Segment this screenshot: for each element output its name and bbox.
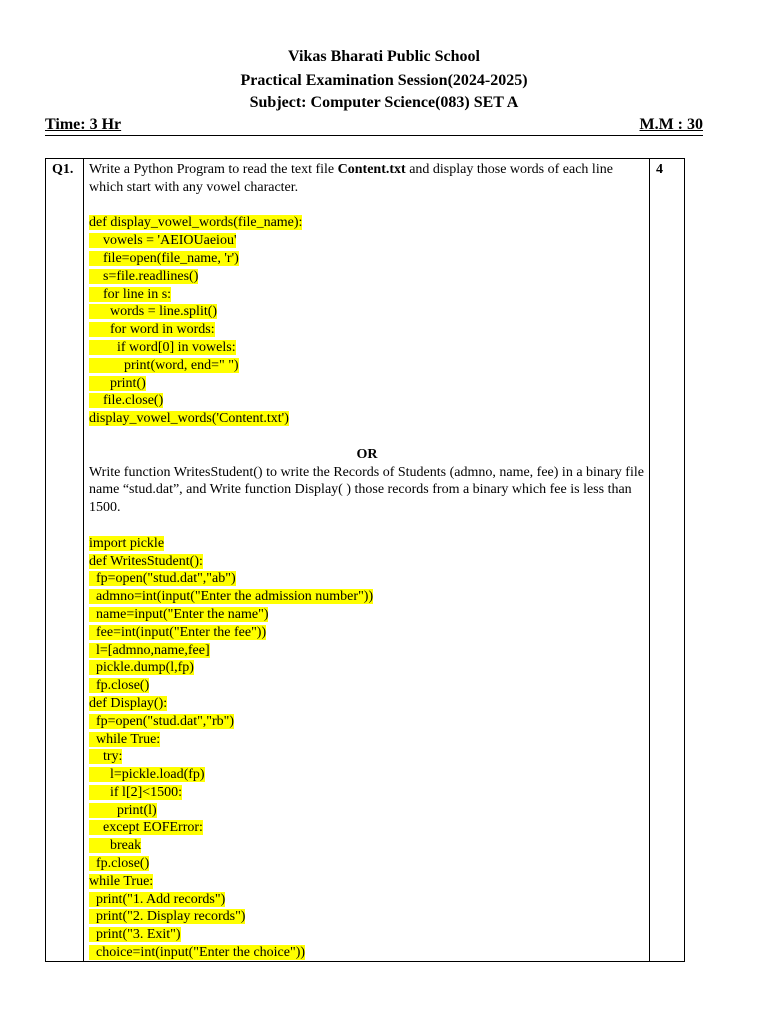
highlighted-code: try: (89, 749, 123, 765)
question-text-a: Write a Python Program to read the text file Content.txt and display those words of each line which start with any vowel character. (89, 162, 613, 195)
exam-subject: Subject: Computer Science(083) SET A (249, 94, 519, 111)
highlighted-code: s=file.readlines() (89, 268, 199, 284)
highlighted-code: file=open(file_name, 'r') (89, 250, 239, 266)
code-line (89, 232, 645, 250)
code-line (89, 713, 645, 731)
code-line (89, 891, 645, 909)
highlighted-code: def Display(): (89, 695, 168, 711)
school-name: Vikas Bharati Public School (288, 48, 480, 65)
highlighted-code: for line in s: (89, 286, 172, 302)
code-line (89, 214, 645, 232)
highlighted-code: import pickle (89, 535, 165, 551)
highlighted-code: choice=int(input("Enter the choice")) (89, 945, 306, 961)
highlighted-code: if l[2]<1500: (89, 784, 183, 800)
highlighted-code: print("3. Exit") (89, 927, 181, 943)
question-marks: 4 (656, 162, 663, 177)
column-divider (83, 159, 84, 961)
highlighted-code: while True: (89, 873, 154, 889)
highlighted-code: l=pickle.load(fp) (89, 767, 205, 783)
code-line (89, 731, 645, 749)
highlighted-code: pickle.dump(l,fp) (89, 660, 194, 676)
code-block-a (89, 214, 645, 428)
code-line (89, 677, 645, 695)
code-line (89, 642, 645, 660)
code-line (89, 695, 645, 713)
highlighted-code: print("1. Add records") (89, 891, 226, 907)
highlighted-code: for word in words: (89, 322, 215, 338)
highlighted-code: print(word, end=" ") (89, 357, 239, 373)
code-line (89, 375, 645, 393)
code-line (89, 926, 645, 944)
code-line (89, 250, 645, 268)
highlighted-code: except EOFError: (89, 820, 203, 836)
highlighted-code: l=[admno,name,fee] (89, 642, 210, 658)
code-block-b (89, 535, 645, 962)
code-line (89, 286, 645, 304)
code-line (89, 606, 645, 624)
highlighted-code: name=input("Enter the name") (89, 606, 269, 622)
highlighted-code: while True: (89, 731, 161, 747)
highlighted-code: def display_vowel_words(file_name): (89, 215, 303, 231)
code-line (89, 357, 645, 375)
time-allowed: Time: 3 Hr (45, 116, 122, 133)
highlighted-code: break (89, 838, 142, 854)
highlighted-code: admno=int(input("Enter the admission number")) (89, 589, 374, 605)
highlighted-code: def WritesStudent(): (89, 553, 203, 569)
question-text-b: Write function WritesStudent() to write the Records of Students (admno, name, fee) in a binary file name “stud.dat”, and Write function Display( ) those records from a binary which fee is less than 1500. (89, 464, 644, 516)
code-line (89, 908, 645, 926)
code-line (89, 802, 645, 820)
highlighted-code: if word[0] in vowels: (89, 339, 236, 355)
highlighted-code: print(l) (89, 802, 157, 818)
code-line (89, 303, 645, 321)
highlighted-code: fp=open("stud.dat","rb") (89, 713, 235, 729)
code-line (89, 321, 645, 339)
code-line (89, 766, 645, 784)
code-line (89, 392, 645, 410)
highlighted-code: fp.close() (89, 856, 150, 872)
code-line (89, 268, 645, 286)
highlighted-code: words = line.split() (89, 304, 218, 320)
code-line (89, 588, 645, 606)
highlighted-code: print() (89, 375, 146, 391)
code-line (89, 535, 645, 553)
code-line (89, 748, 645, 766)
or-divider: OR (356, 446, 378, 462)
code-line (89, 624, 645, 642)
highlighted-code: fee=int(input("Enter the fee")) (89, 624, 267, 640)
max-marks: M.M : 30 (639, 116, 703, 133)
code-line (89, 410, 645, 428)
code-line (89, 855, 645, 873)
code-line (89, 553, 645, 571)
highlighted-code: fp=open("stud.dat","ab") (89, 571, 236, 587)
highlighted-code: fp.close() (89, 678, 150, 694)
file-name-bold: Content.txt (337, 162, 406, 177)
highlighted-code: file.close() (89, 393, 164, 409)
code-line (89, 944, 645, 962)
question-number: Q1. (52, 162, 74, 177)
question-content (89, 161, 645, 962)
code-line (89, 873, 645, 891)
code-line (89, 659, 645, 677)
time-marks-row (45, 115, 703, 136)
highlighted-code: display_vowel_words('Content.txt') (89, 411, 289, 427)
code-line (89, 339, 645, 357)
code-line (89, 784, 645, 802)
column-divider (649, 159, 650, 961)
code-line (89, 570, 645, 588)
highlighted-code: print("2. Display records") (89, 909, 246, 925)
exam-session: Practical Examination Session(2024-2025) (240, 72, 528, 89)
question-table (45, 158, 685, 962)
code-line (89, 819, 645, 837)
code-line (89, 837, 645, 855)
highlighted-code: vowels = 'AEIOUaeiou' (89, 233, 237, 249)
